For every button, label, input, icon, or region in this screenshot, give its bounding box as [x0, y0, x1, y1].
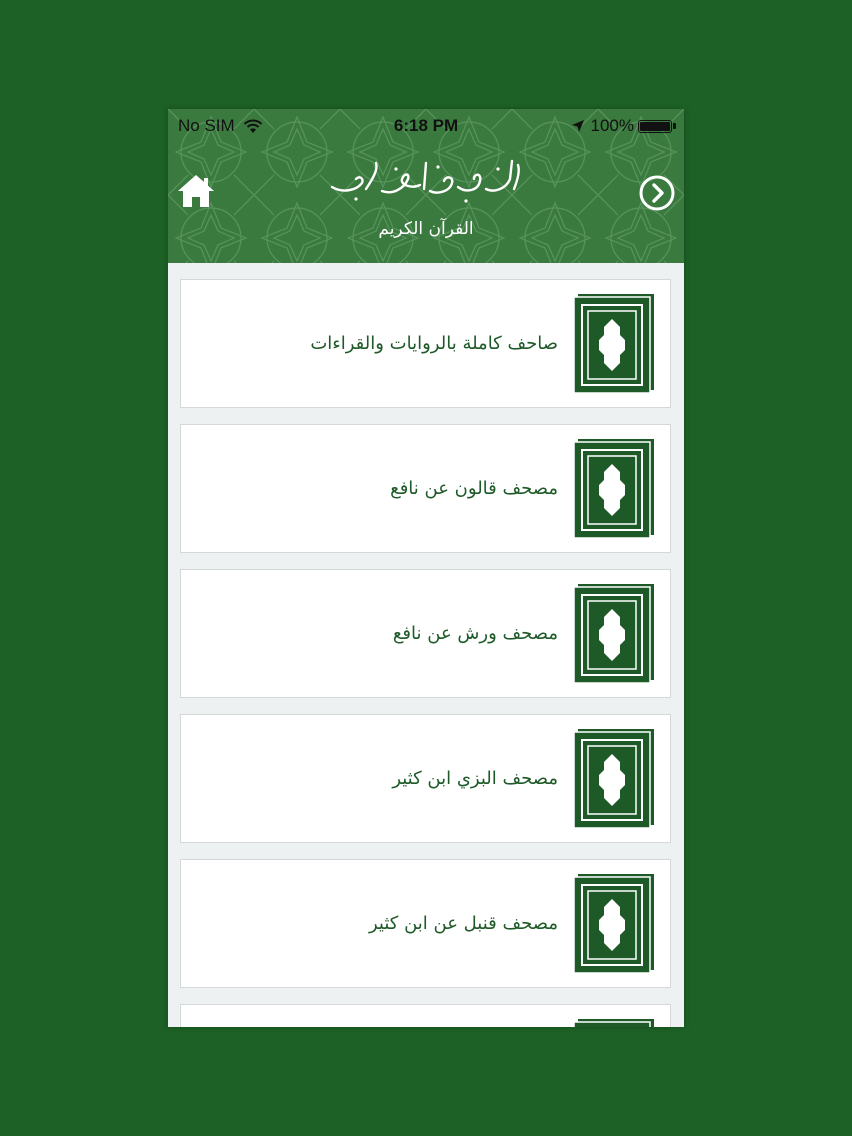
chevron-right-circle-icon[interactable]: [638, 174, 676, 212]
status-bar: [168, 109, 684, 143]
mushaf-book-icon: [572, 437, 656, 539]
mushaf-book-icon: [572, 872, 656, 974]
list-item-label: مصحف قنبل عن ابن كثير: [368, 913, 558, 934]
list-item-label: مصحف ورش عن نافع: [392, 623, 558, 644]
logo-text: يوسف بن نوح أحمد: [326, 149, 335, 150]
list-item[interactable]: [180, 424, 671, 553]
mushaf-book-icon: [572, 292, 656, 394]
mushaf-book-icon: [572, 1017, 656, 1027]
status-time: 6:18 PM: [393, 116, 459, 135]
battery-nub: [673, 123, 676, 129]
list-item-label: صاحف كاملة بالروايات والقراءات: [310, 333, 558, 354]
list-item-label: مصحف البزي ابن كثير: [392, 768, 558, 789]
list-item[interactable]: [180, 714, 671, 843]
status-right: [571, 116, 676, 136]
page-title: القرآن الكريم: [378, 219, 474, 239]
carrier-label: No SIM: [178, 116, 235, 135]
battery-percent: 100%: [590, 116, 634, 135]
list-item[interactable]: [180, 859, 671, 988]
list-item-label: مصحف قالون عن نافع: [390, 478, 558, 499]
list-item[interactable]: [180, 279, 671, 408]
list-item[interactable]: [180, 569, 671, 698]
app-screen: [168, 109, 684, 1027]
mushaf-book-icon: [572, 582, 656, 684]
location-arrow-icon: [571, 119, 585, 133]
home-icon[interactable]: [176, 171, 216, 211]
mushaf-book-icon: [572, 727, 656, 829]
mushaf-list: [180, 279, 671, 1027]
header: [168, 109, 684, 263]
list-item-partial[interactable]: [180, 1004, 671, 1027]
battery-icon: [638, 120, 672, 133]
calligraphy-logo: [326, 149, 526, 209]
